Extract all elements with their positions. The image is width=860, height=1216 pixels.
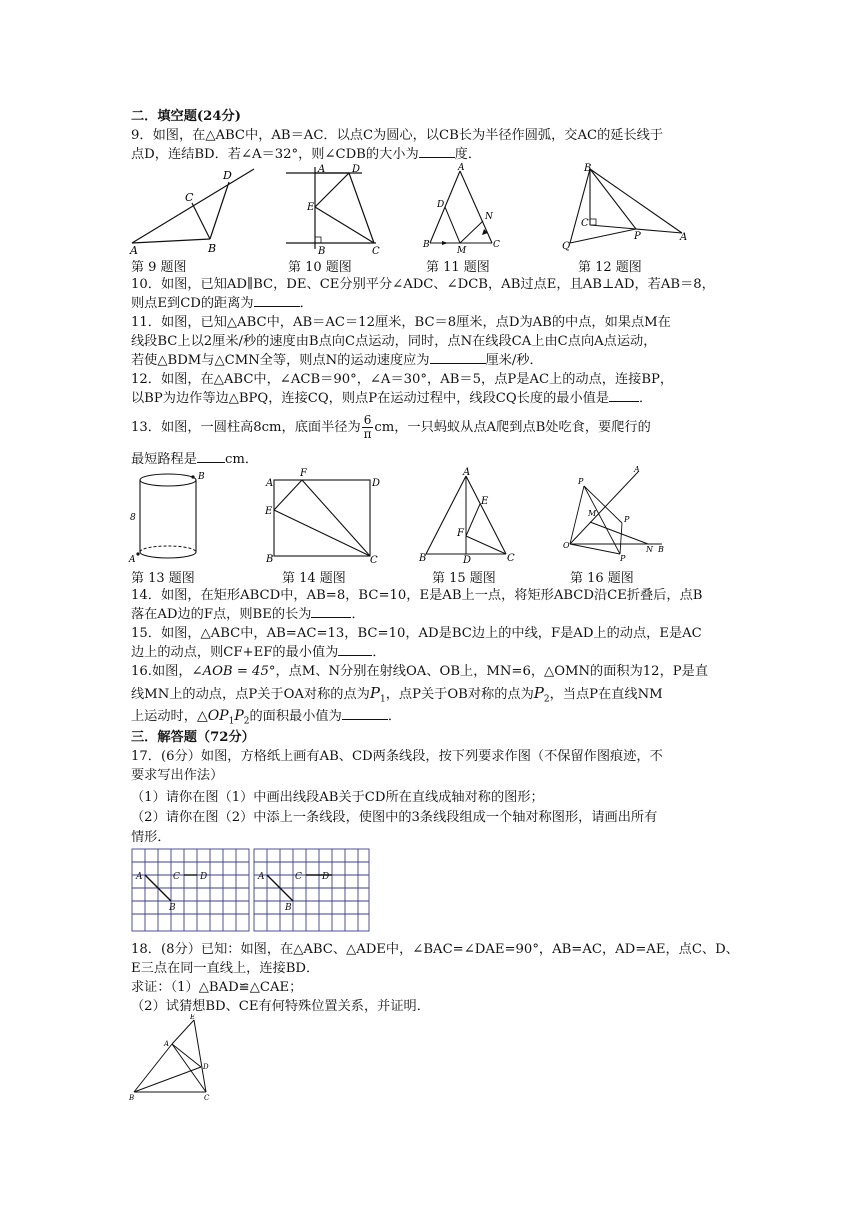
q9-text: 点D，连结BD．若∠A＝32°，则∠CDB的大小为 [131, 147, 419, 162]
f13-label-8: 8 [130, 513, 136, 523]
q18-line3: 求证：（1）△BAD≌△CAE； [131, 980, 303, 995]
f16-label-p1: P [578, 477, 584, 486]
f9-label-c: C [185, 191, 194, 204]
answer-blank [254, 294, 300, 307]
q16-text-e: ，当点P在直线NM [549, 687, 663, 702]
answer-blank [342, 707, 388, 720]
figure-16 [562, 466, 672, 564]
q14-line1: 14．如图，在矩形ABCD中，AB=8，BC=10，E是AB上一点，将矩形ABCD沿CE折叠后，点B [131, 588, 703, 603]
f12-label-q: Q [562, 241, 571, 252]
f14-label-d: D [372, 478, 381, 489]
answer-blank [311, 605, 351, 618]
f16-label-o: O [563, 541, 570, 550]
q13-text-c: 最短路程是 [131, 452, 197, 467]
caption-fig15: 第 15 题图 [432, 571, 496, 586]
f16-label-a: A [634, 466, 640, 474]
answer-blank [197, 450, 225, 463]
q10-line2 [131, 294, 313, 313]
section-title-answer: 三．解答题（72分） [131, 730, 255, 745]
caption-fig9: 第 9 题图 [131, 260, 187, 275]
q18-line1: 18．(8分）已知：如图，在△ABC、△ADE中，∠BAC=∠DAE=90°，AB=AC，AD=AE，点C、D、 [131, 942, 739, 957]
q16-text-a: 16.如图， [131, 664, 192, 679]
q14-end: ． [351, 607, 365, 622]
p2-symbol: P [533, 684, 544, 702]
f12-label-c: C [581, 218, 589, 229]
f15-label-c: C [507, 553, 515, 564]
q9-line2 [131, 145, 481, 164]
f15-label-d: D [463, 555, 472, 564]
q13-line2 [131, 450, 258, 469]
q16-angle: ∠AOB = 45° [191, 664, 276, 679]
f18-label-d: D [203, 1063, 209, 1071]
q16-line1 [131, 662, 708, 681]
f11-label-c: C [493, 240, 500, 250]
q16-text-b: ，点M、N分别在射线OA、OB上，MN=6，△OMN的面积为12，P是直 [275, 664, 709, 679]
f10-label-e: E [307, 202, 315, 213]
f18-label-c: C [204, 1094, 210, 1102]
tri-sub2: 2 [243, 716, 250, 727]
f11-label-b: B [423, 240, 430, 250]
answer-blank [430, 351, 486, 364]
q11-line2: 线段BC上以2厘米/秒的速度由B点向C点运动，同时，点N在线段CA上由C点向A点运动， [131, 334, 657, 349]
f10-label-c: C [372, 246, 380, 255]
figure-15 [414, 466, 524, 564]
f10-label-d: D [352, 164, 361, 175]
answer-blank [609, 389, 639, 402]
q13-text-b: cm，一只蚂蚁从点A爬到点B处吃食，要爬行的 [374, 420, 651, 435]
f16-label-p: P [624, 515, 630, 524]
f10-label-b: B [318, 246, 326, 255]
caption-fig10: 第 10 题图 [288, 260, 352, 275]
q18-line2: E三点在同一直线上，连接BD． [131, 961, 320, 976]
triangle-op1p2: △OP [196, 708, 229, 724]
q14-line2 [131, 605, 365, 624]
frac-denominator: π [363, 427, 372, 441]
f17b-label-a: A [258, 872, 265, 882]
q10-text: 则点E到CD的距离为 [131, 296, 254, 311]
q11-line1: 11．如图，已知△ABC中，AB＝AC＝12厘米，BC＝8厘米，点D为AB的中点，如果点M在 [131, 315, 671, 330]
f16-label-m: M [588, 509, 597, 518]
f18-label-e: E [190, 1014, 196, 1021]
q12-end: ． [639, 391, 653, 406]
q17-line4: （2）请你在图（2）中添上一条线段，使图中的3条线段组成一个轴对称图形，请画出所有 [131, 810, 658, 825]
q10-line1: 10．如图，已知AD∥BC，DE、CE分别平分∠ADC、∠DCB，AB过点E，且AB⊥AD，若AB＝8， [131, 277, 715, 292]
q14-text: 落在AD边的F点，则BE的长为 [131, 607, 312, 622]
caption-fig13: 第 13 题图 [131, 571, 195, 586]
f11-label-n: N [485, 212, 493, 222]
q13-line1 [131, 414, 651, 441]
f15-label-e: E [481, 496, 489, 507]
f12-label-p: P [634, 231, 641, 242]
caption-fig16: 第 16 题图 [570, 571, 634, 586]
figure-10 [282, 163, 382, 255]
f15-label-b: B [419, 553, 427, 564]
f11-label-d: D [437, 200, 445, 210]
f15-label-f: F [457, 528, 464, 539]
answer-blank [338, 643, 372, 656]
figure-18 [128, 1014, 218, 1102]
f17a-label-b: B [169, 903, 176, 913]
q12-text: 以BP为边作等边△BPQ，连接CQ，则点P在运动过程中，线段CQ长度的最小值是 [131, 391, 610, 406]
grid-figure-1 [131, 848, 251, 932]
p1-subscript: 1 [379, 694, 386, 705]
figure-12 [560, 163, 690, 255]
f9-label-b: B [208, 242, 217, 255]
q12-line1: 12．如图，在△ABC中，∠ACB＝90°，∠A＝30°，AB＝5，点P是AC上的动点，连接BP， [131, 372, 674, 387]
f11-label-m: M [457, 246, 467, 255]
f9-label-d: D [223, 169, 232, 182]
f16-label-n: N [646, 545, 653, 554]
q9-line1: 9．如图，在△ABC中，AB＝AC．以点C为圆心，以CB长为半径作圆弧，交AC的延长线于 [131, 128, 664, 143]
q17-line3: （1）请你在图（1）中画出线段AB关于CD所在直线成轴对称的图形； [131, 790, 544, 805]
caption-fig12: 第 12 题图 [578, 260, 642, 275]
caption-fig14: 第 14 题图 [282, 571, 346, 586]
f13-label-b: B [198, 472, 205, 482]
f10-label-a: A [318, 164, 326, 175]
f14-label-e: E [265, 506, 273, 517]
q9-unit: 度． [454, 147, 482, 162]
f12-label-a: A [680, 232, 688, 243]
q11-unit: 厘米/秒． [485, 353, 543, 368]
f14-label-b: B [266, 554, 274, 564]
q16-end: ． [387, 709, 401, 724]
q16-text-f: 上运动时， [131, 709, 197, 724]
p2-subscript: 2 [543, 694, 550, 705]
section-title-fill-in: 二．填空题(24分) [131, 109, 241, 124]
q17-line1: 17．(6分）如图，方格纸上画有AB、CD两条线段，按下列要求作图（不保留作图痕迹，不 [131, 749, 663, 764]
figure-11 [420, 163, 500, 255]
q15-line1: 15．如图，△ABC中，AB=AC=13，BC=10，AD是BC边上的中线，F是AD上的动点，E是AC [131, 626, 702, 641]
f17b-label-d: D [322, 872, 330, 882]
q15-end: ． [372, 645, 386, 660]
caption-fig11: 第 11 题图 [426, 260, 490, 275]
fraction-6-over-pi [362, 414, 374, 441]
q16-line2 [131, 684, 663, 710]
q11-text: 若使△BDM与△CMN全等，则点N的运动速度应为 [131, 353, 430, 368]
frac-numerator: 6 [363, 413, 372, 427]
f13-label-a: A [129, 555, 136, 565]
q16-text-g: 的面积最小值为 [249, 709, 342, 724]
f18-label-a: A [164, 1040, 170, 1048]
q16-text-c: 线MN上的动点，点P关于OA对称的点为 [131, 687, 370, 702]
f18-label-b: B [129, 1094, 135, 1102]
tri-p2: P [234, 708, 244, 724]
q15-text: 边上的动点，则CF+EF的最小值为 [131, 645, 339, 660]
answer-blank [419, 145, 455, 158]
figure-14 [262, 466, 382, 564]
f11-label-a: A [458, 163, 465, 173]
f12-label-b: B [584, 163, 592, 174]
f14-label-c: C [370, 555, 378, 564]
q12-line2 [131, 389, 652, 408]
f17b-label-c: C [295, 872, 302, 882]
q17-line2: 要求写出作法） [131, 768, 224, 783]
p1-symbol: P [369, 684, 380, 702]
figure-13 [128, 470, 208, 566]
q15-line2 [131, 643, 386, 662]
q11-line3 [131, 351, 543, 370]
f17a-label-a: A [136, 872, 143, 882]
q10-end: ． [299, 296, 313, 311]
figure-9 [128, 165, 258, 255]
q18-line4: （2）试猜想BD、CE有何特殊位置关系，并证明． [131, 999, 430, 1014]
f17a-label-d: D [200, 872, 208, 882]
f16-label-b: B [658, 545, 664, 554]
tri-sub1: 1 [228, 716, 235, 727]
f15-label-a: A [463, 467, 471, 478]
f9-label-a: A [130, 244, 138, 255]
q13-text-a: 13．如图，一圆柱高8cm，底面半径为 [131, 420, 361, 435]
f17a-label-c: C [173, 872, 180, 882]
f14-label-f: F [300, 468, 307, 479]
grid-figure-2 [253, 848, 371, 932]
q13-unit: cm． [224, 452, 259, 467]
f14-label-a: A [266, 478, 274, 489]
f16-label-p2: P [620, 554, 626, 563]
q16-text-d: ，点P关于OB对称的点为 [385, 687, 534, 702]
q17-line5: 情形． [131, 830, 171, 845]
f17b-label-b: B [285, 903, 292, 913]
